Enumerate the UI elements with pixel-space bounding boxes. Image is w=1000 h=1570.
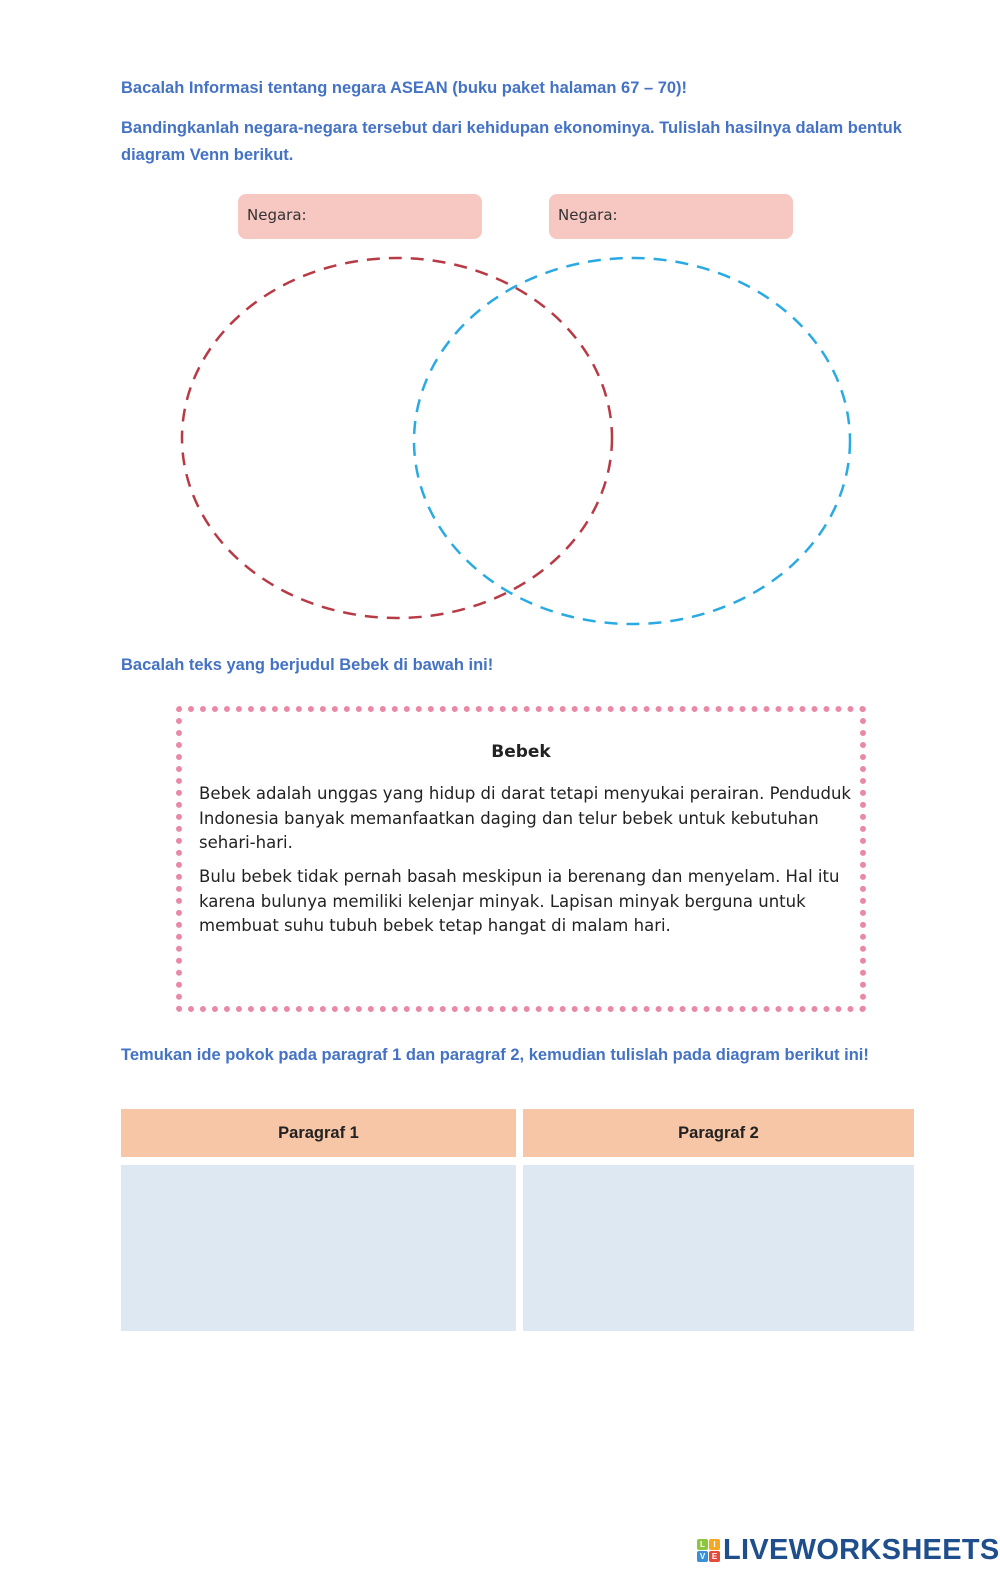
reading-paragraph-1: Bebek adalah unggas yang hidup di darat tetapi menyukai perairan. Penduduk Indonesia banyak memanfaatkan daging dan telur bebek untuk kebutuhan sehari-hari. bbox=[199, 784, 851, 852]
venn-circle-left[interactable] bbox=[182, 258, 612, 618]
logo-text: LIVEWORKSHEETS bbox=[723, 1534, 1000, 1566]
venn-diagram bbox=[0, 240, 1000, 640]
reading-paragraph-2: Bulu bebek tidak pernah basah meskipun ia berenang dan menyelam. Hal itu karena bulunya memiliki kelenjar minyak. Lapisan minyak berguna untuk membuat suhu tubuh bebek tetap hangat di malam hari. bbox=[199, 867, 840, 935]
instruction-main-idea: Temukan ide pokok pada paragraf 1 dan paragraf 2, kemudian tulislah pada diagram berikut ini! bbox=[121, 1046, 869, 1064]
answer-paragraf-2[interactable] bbox=[523, 1165, 914, 1331]
logo-letter: I bbox=[709, 1539, 720, 1550]
header-paragraf-1: Paragraf 1 bbox=[121, 1109, 516, 1157]
instruction-venn: Bandingkanlah negara-negara tersebut dari kehidupan ekonominya. Tulislah hasilnya dalam bentuk diagram Venn berikut. bbox=[121, 119, 902, 164]
negara-left-field[interactable]: Negara: bbox=[238, 194, 482, 239]
logo-letter: V bbox=[697, 1551, 708, 1562]
instruction-asean: Bacalah Informasi tentang negara ASEAN (buku paket halaman 67 – 70)! bbox=[121, 79, 688, 97]
negara-right-field[interactable]: Negara: bbox=[549, 194, 793, 239]
instruction-read: Bacalah teks yang berjudul Bebek di bawah ini! bbox=[121, 656, 494, 674]
logo-icon bbox=[697, 1539, 720, 1562]
reading-title: Bebek bbox=[491, 742, 551, 762]
answer-paragraf-1[interactable] bbox=[121, 1165, 516, 1331]
header-paragraf-2: Paragraf 2 bbox=[523, 1109, 914, 1157]
liveworksheets-logo bbox=[697, 1534, 1000, 1567]
reading-box bbox=[176, 706, 866, 1012]
logo-letter: L bbox=[697, 1539, 708, 1550]
logo-letter: E bbox=[709, 1551, 720, 1562]
venn-circle-right[interactable] bbox=[414, 258, 850, 624]
